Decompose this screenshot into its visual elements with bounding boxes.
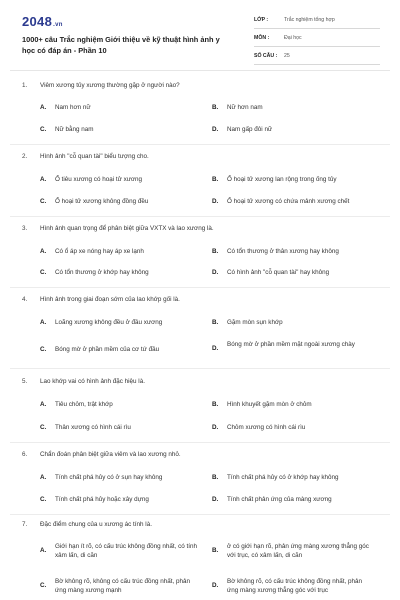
question-title: 2. Hình ảnh "cỗ quan tài" biểu tượng cho.: [22, 153, 149, 160]
question-separator: [10, 368, 390, 369]
page-header: [0, 0, 400, 66]
meta-label-lop: LỚP :: [254, 17, 269, 23]
question-separator: [10, 216, 390, 217]
question-title: 5. Lao khớp vai có hình ảnh đặc hiệu là.: [22, 378, 145, 385]
site-logo[interactable]: [22, 14, 63, 29]
question-title: 1. Viêm xương tủy xương thường gặp ở người nào?: [22, 82, 180, 89]
question-title: 3. Hình ảnh quan trọng để phân biệt giữa VXTX và lao xương là.: [22, 225, 214, 232]
logo-suffix: .vn: [53, 22, 63, 28]
question-separator: [10, 287, 390, 288]
meta-value-lop: Trắc nghiệm tổng hợp: [284, 17, 335, 23]
meta-label-socau: SỐ CÂU :: [254, 53, 278, 59]
question-separator: [10, 514, 390, 515]
meta-value-mon: Đại học: [284, 35, 302, 41]
meta-row-socau: [254, 50, 380, 65]
meta-row-lop: [254, 14, 380, 29]
question-separator: [10, 144, 390, 145]
question-title: 4. Hình ảnh trong giai đoạn sớm của lao khớp gối là.: [22, 296, 180, 303]
meta-row-mon: [254, 32, 380, 47]
question-separator: [10, 442, 390, 443]
logo-text: 2048: [22, 14, 53, 29]
meta-label-mon: MÔN :: [254, 35, 270, 41]
question-title: 6. Chẩn đoán phân biệt giữa viêm và lao xương nhỏ.: [22, 451, 181, 458]
header-divider: [10, 70, 390, 71]
document-meta: [254, 14, 380, 68]
meta-value-socau: 25: [284, 53, 290, 59]
question-title: 7. Đặc điểm chung của u xương ác tính là.: [22, 521, 152, 528]
document-title: 1000+ câu Trắc nghiệm Giới thiệu về kỹ thuật hình ảnh y học có đáp án - Phần 10: [22, 35, 220, 55]
